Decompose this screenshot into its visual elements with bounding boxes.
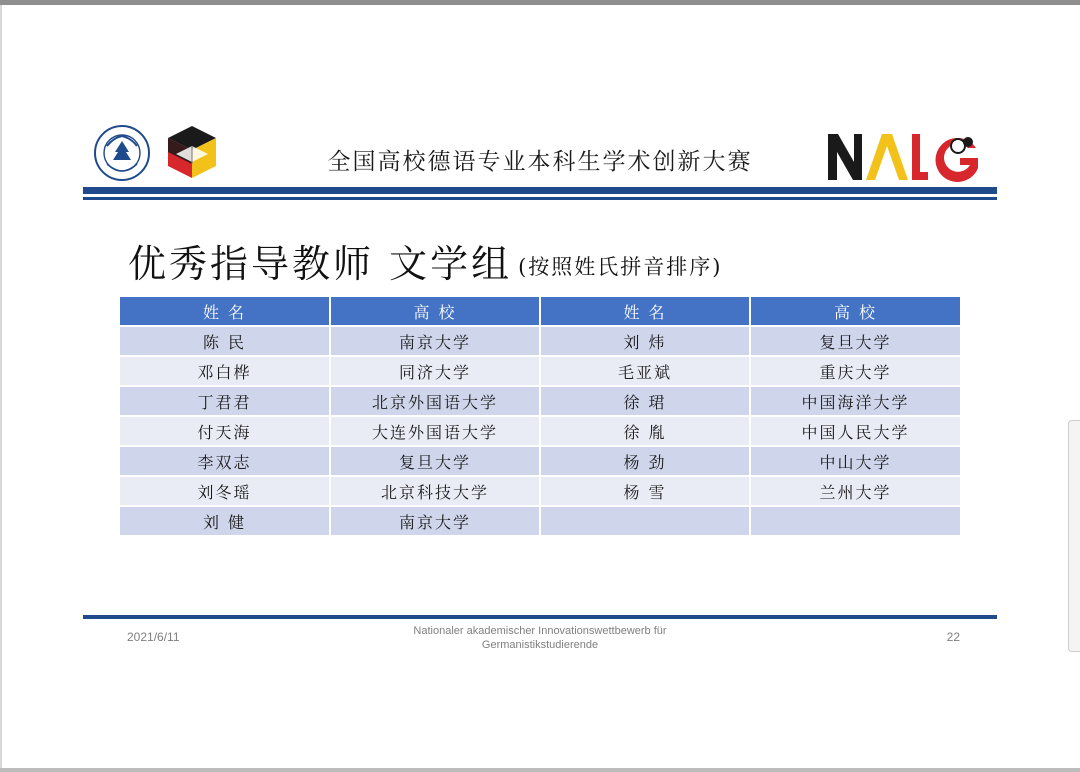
teacher-name: 陈 民: [120, 326, 330, 356]
teacher-name: 毛亚斌: [540, 356, 750, 386]
viewer-bottom-edge: [0, 768, 1080, 772]
university-name: 北京科技大学: [330, 476, 540, 506]
page-number: 22: [946, 630, 960, 644]
slide-subtitle: (按照姓氏拼音排序): [518, 255, 723, 279]
footer-rule: [83, 615, 997, 619]
slide-title-text: 优秀指导教师 文学组: [128, 242, 513, 286]
table-row: [120, 326, 961, 356]
column-header-name: 姓 名: [540, 297, 750, 326]
table-row: [120, 506, 961, 536]
column-header-school: 高 校: [750, 297, 961, 326]
table-header-row: [120, 297, 961, 326]
teacher-name: 徐 胤: [540, 416, 750, 446]
advisor-table: [120, 297, 962, 537]
university-name: 同济大学: [330, 356, 540, 386]
nalg-logo: [826, 115, 988, 182]
side-panel-handle[interactable]: [1068, 420, 1080, 652]
university-name: 复旦大学: [330, 446, 540, 476]
teacher-name: [540, 506, 750, 536]
table-row: [120, 446, 961, 476]
university-name: 南京大学: [330, 326, 540, 356]
footer-competition-name: [360, 624, 720, 652]
viewer-top-bar: [0, 0, 1080, 5]
table-row: [120, 416, 961, 446]
german-association-logo: [166, 124, 218, 180]
viewer-left-edge: [0, 5, 2, 772]
university-seal-logo: [93, 124, 151, 182]
header-rule-thin: [83, 197, 997, 200]
teacher-name: 邓白桦: [120, 356, 330, 386]
nalg-brand-text: NALG: [826, 115, 875, 134]
university-name: 复旦大学: [750, 326, 961, 356]
teacher-name: 刘冬瑶: [120, 476, 330, 506]
table-row: [120, 356, 961, 386]
university-name: 北京外国语大学: [330, 386, 540, 416]
teacher-name: 丁君君: [120, 386, 330, 416]
university-name: 中山大学: [750, 446, 961, 476]
teacher-name: 杨 劲: [540, 446, 750, 476]
teacher-name: 徐 珺: [540, 386, 750, 416]
column-header-name: 姓 名: [120, 297, 330, 326]
footer-date: 2021/6/11: [127, 630, 180, 644]
teacher-name: 付天海: [120, 416, 330, 446]
slide-title: [128, 238, 722, 290]
column-header-school: 高 校: [330, 297, 540, 326]
university-name: 重庆大学: [750, 356, 961, 386]
table-row: [120, 386, 961, 416]
university-name: 中国海洋大学: [750, 386, 961, 416]
teacher-name: 李双志: [120, 446, 330, 476]
header-rule-thick: [83, 187, 997, 194]
teacher-name: 杨 雪: [540, 476, 750, 506]
header-title: 全国高校德语专业本科生学术创新大赛: [327, 149, 753, 175]
university-name: 中国人民大学: [750, 416, 961, 446]
university-name: 兰州大学: [750, 476, 961, 506]
university-name: 南京大学: [330, 506, 540, 536]
university-name: 大连外国语大学: [330, 416, 540, 446]
teacher-name: 刘 炜: [540, 326, 750, 356]
table-row: [120, 476, 961, 506]
teacher-name: 刘 健: [120, 506, 330, 536]
footer-line-1: Nationaler akademischer Innovationswettbewerb für: [413, 625, 667, 637]
footer-line-2: Germanistikstudierende: [481, 639, 599, 651]
university-name: [750, 506, 961, 536]
